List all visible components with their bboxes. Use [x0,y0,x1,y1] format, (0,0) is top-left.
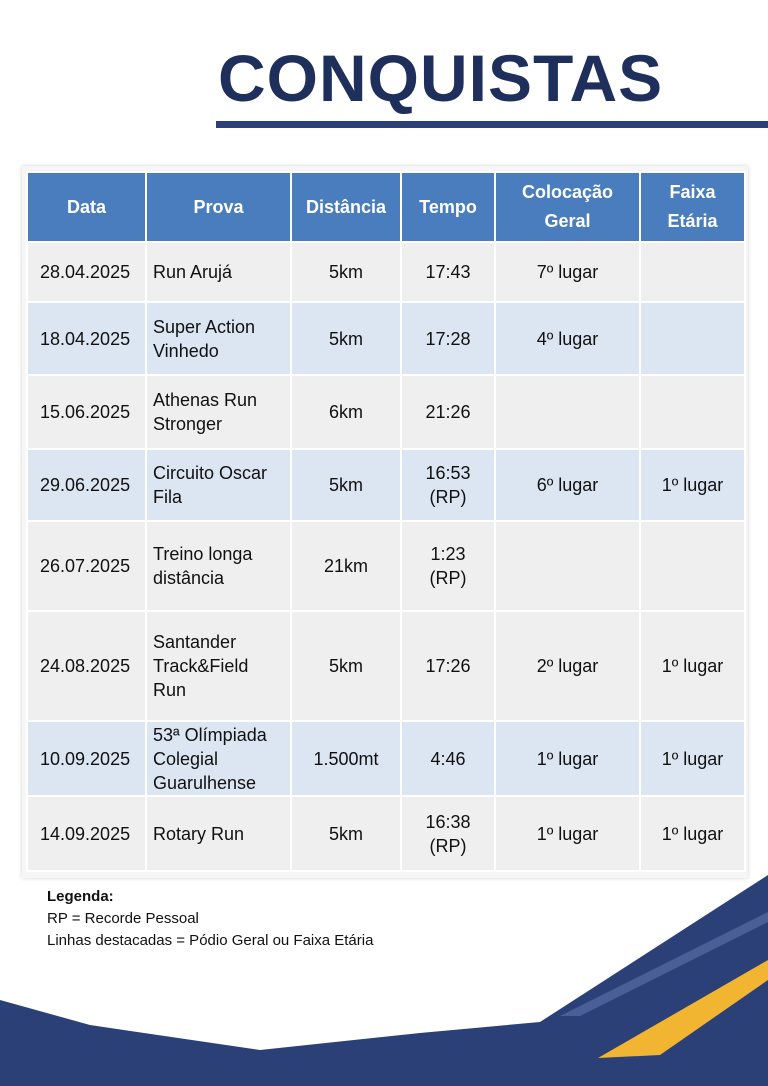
cell-prova-line: distância [153,568,225,588]
header-faixa [640,172,745,242]
cell-colocacao: 6º lugar [495,449,640,521]
cell-prova-line: Track&Field [153,656,249,676]
cell-prova-line: Fila [153,487,183,507]
cell-tempo [401,375,495,449]
table-row [27,449,745,521]
header-distancia: Distância [291,172,401,242]
cell-colocacao: 2º lugar [495,611,640,721]
cell-prova-line: Guarulhense [153,772,257,793]
cell-colocacao: 4º lugar [495,302,640,375]
header-data: Data [27,172,146,242]
cell-colocacao: 1º lugar [495,721,640,796]
cell-data: 29.06.2025 [27,449,146,521]
cell-data: 26.07.2025 [27,521,146,611]
cell-distancia: 6km [291,375,401,449]
cell-colocacao [495,375,640,449]
legend-line-highlight: Linhas destacadas = Pódio Geral ou Faixa Etária [47,932,374,949]
cell-tempo [401,611,495,721]
header-tempo: Tempo [401,172,495,242]
cell-prova-line: Circuito Oscar [153,463,268,483]
table-row [27,521,745,611]
header-faixa-line2: Etária [667,211,718,231]
cell-tempo [401,721,495,796]
cell-data: 15.06.2025 [27,375,146,449]
cell-distancia: 5km [291,242,401,302]
cell-faixa: 1º lugar [640,721,745,796]
table-header-row [27,172,745,242]
cell-data: 18.04.2025 [27,302,146,375]
cell-prova-line: Super Action [153,316,256,337]
legend-title: Legenda: [47,888,114,905]
cell-colocacao: 7º lugar [495,242,640,302]
cell-tempo [401,302,495,375]
cell-prova-line: Colegial [153,748,219,769]
cell-tempo [401,521,495,611]
cell-distancia: 5km [291,796,401,871]
table-row [27,302,745,375]
cell-tempo [401,242,495,302]
cell-tempo [401,796,495,871]
cell-prova [146,302,291,375]
legend [47,886,373,952]
cell-data: 14.09.2025 [27,796,146,871]
cell-distancia: 5km [291,449,401,521]
page-title: CONQUISTAS [218,41,664,115]
cell-faixa: 1º lugar [640,796,745,871]
table-row [27,375,745,449]
achievements-table-panel [22,166,748,878]
cell-faixa [640,375,745,449]
table-row [27,796,745,871]
cell-prova-line: Stronger [153,414,223,434]
cell-tempo-line: 16:38 [425,811,471,832]
cell-prova [146,449,291,521]
cell-distancia: 5km [291,611,401,721]
cell-faixa [640,521,745,611]
table-row [27,721,745,796]
cell-prova-line: Run [153,680,187,700]
cell-tempo-line: 17:43 [425,262,471,282]
cell-tempo-line: 21:26 [425,402,471,422]
cell-prova [146,611,291,721]
title-underline [216,121,768,128]
cell-prova-line: 53ª Olímpiada [153,724,267,745]
cell-prova [146,721,291,796]
cell-distancia: 21km [291,521,401,611]
cell-faixa: 1º lugar [640,449,745,521]
header-colocacao [495,172,640,242]
cell-data: 28.04.2025 [27,242,146,302]
cell-tempo-line: 4:46 [430,748,466,769]
cell-tempo [401,449,495,521]
legend-line-rp: RP = Recorde Pessoal [47,910,199,927]
cell-prova-line: Vinhedo [153,340,219,361]
cell-tempo-line: 17:28 [425,328,471,349]
cell-prova-line: Run Arujá [153,262,233,282]
cell-prova [146,375,291,449]
cell-prova [146,242,291,302]
cell-distancia: 5km [291,302,401,375]
header-faixa-line1: Faixa [669,182,716,202]
cell-distancia: 1.500mt [291,721,401,796]
cell-tempo-line: 17:26 [425,656,471,676]
header-colocacao-line1: Colocação [521,182,614,202]
cell-data: 10.09.2025 [27,721,146,796]
cell-data: 24.08.2025 [27,611,146,721]
header-colocacao-line2: Geral [544,211,591,231]
cell-prova [146,521,291,611]
cell-prova [146,796,291,871]
cell-faixa [640,302,745,375]
cell-prova-line: Rotary Run [153,823,245,844]
cell-faixa: 1º lugar [640,611,745,721]
cell-colocacao: 1º lugar [495,796,640,871]
table-row [27,611,745,721]
header-prova: Prova [146,172,291,242]
cell-tempo-line: 1:23 [430,544,466,564]
table-row [27,242,745,302]
cell-colocacao [495,521,640,611]
cell-prova-line: Athenas Run [153,390,258,410]
cell-prova-line: Santander [153,632,237,652]
cell-prova-line: Treino longa [153,544,253,564]
cell-tempo-line: (RP) [429,487,467,507]
cell-faixa [640,242,745,302]
cell-tempo-line: (RP) [429,568,467,588]
cell-tempo-line: (RP) [429,835,467,856]
cell-tempo-line: 16:53 [425,463,471,483]
achievements-table [26,171,746,872]
